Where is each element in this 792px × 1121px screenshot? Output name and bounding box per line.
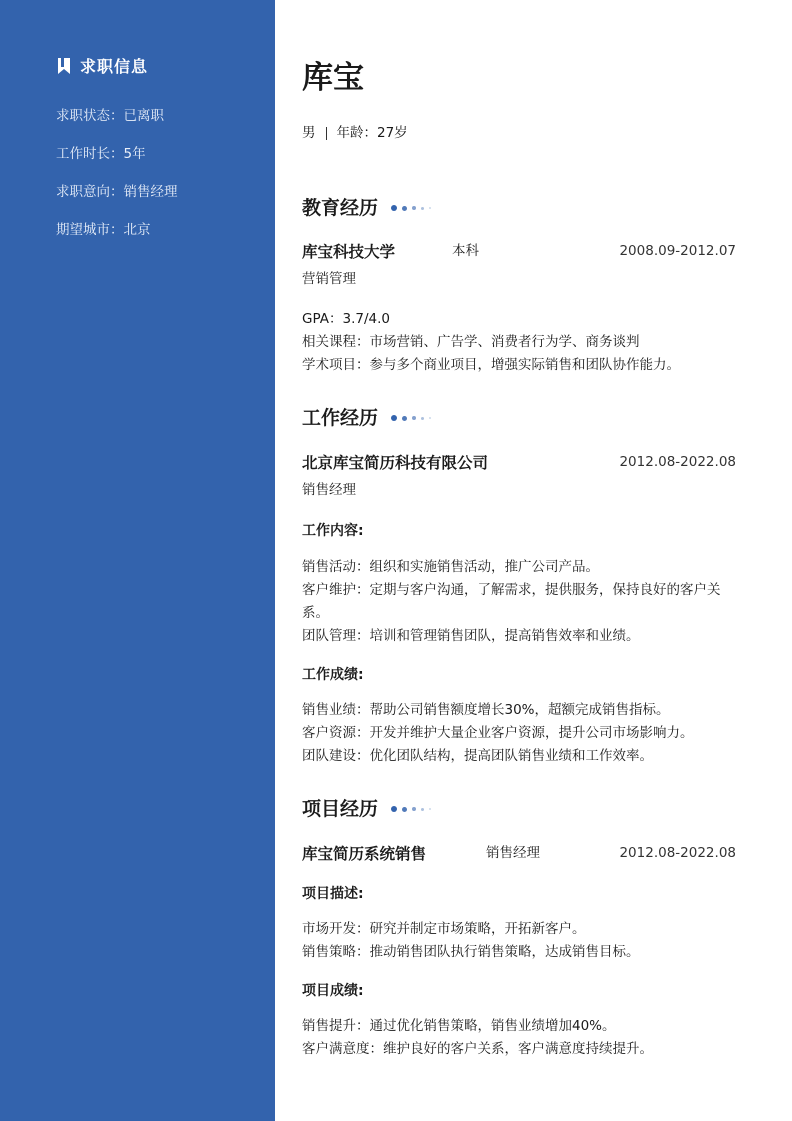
work-content-line: 系。 [302, 605, 329, 621]
section-title: 项目经历 [302, 798, 379, 820]
bookmark-icon [56, 57, 72, 75]
age: 年龄：27岁 [336, 125, 408, 141]
project-result-title: 项目成绩: [302, 983, 364, 999]
dots-decoration-icon [391, 205, 436, 211]
work-content-line: 团队管理：培训和管理销售团队，提高销售效率和业绩。 [302, 628, 640, 644]
sidebar-header [56, 54, 148, 77]
education-line: 学术项目：参与多个商业项目，增强实际销售和团队协作能力。 [302, 357, 680, 373]
work-header [302, 405, 436, 431]
work-role: 销售经理 [302, 482, 356, 498]
project-row [302, 842, 736, 866]
work-period: 2012.08-2022.08 [619, 454, 736, 470]
work-achievement-line: 销售业绩：帮助公司销售额度增长30%，超额完成销售指标。 [302, 702, 670, 718]
dots-decoration-icon [391, 806, 436, 812]
work-duration: 工作时长：5年 [56, 146, 146, 162]
sidebar [0, 0, 275, 1121]
project-header [302, 796, 436, 822]
dots-decoration-icon [391, 415, 436, 421]
job-intention: 求职意向：销售经理 [56, 184, 178, 200]
work-content-line: 客户维护：定期与客户沟通，了解需求，提供服务，保持良好的客户关 [302, 582, 721, 598]
project-result-line: 客户满意度：维护良好的客户关系，客户满意度持续提升。 [302, 1041, 653, 1057]
education-line: GPA：3.7/4.0 [302, 311, 390, 327]
section-title: 教育经历 [302, 197, 379, 219]
school-name: 库宝科技大学 [302, 243, 396, 261]
candidate-name: 库宝 [302, 60, 364, 96]
project-name: 库宝简历系统销售 [302, 845, 427, 863]
work-achievement-line: 客户资源：开发并维护大量企业客户资源，提升公司市场影响力。 [302, 725, 694, 741]
section-title: 工作经历 [302, 407, 379, 429]
project-desc-title: 项目描述: [302, 886, 364, 902]
work-row [302, 451, 736, 475]
job-info-list [56, 105, 178, 257]
education-header [302, 195, 436, 221]
work-achievement-line: 团队建设：优化团队结构，提高团队销售业绩和工作效率。 [302, 748, 653, 764]
education-row [302, 240, 736, 264]
work-content-title: 工作内容: [302, 523, 364, 539]
job-status: 求职状态：已离职 [56, 108, 164, 124]
work-content-line: 销售活动：组织和实施销售活动，推广公司产品。 [302, 559, 599, 575]
expected-city: 期望城市：北京 [56, 222, 151, 238]
sidebar-title: 求职信息 [80, 57, 149, 76]
education-line: 相关课程：市场营销、广告学、消费者行为学、商务谈判 [302, 334, 640, 350]
gender: 男 [302, 125, 316, 141]
project-result-line: 销售提升：通过优化销售策略，销售业绩增加40%。 [302, 1018, 616, 1034]
project-role: 销售经理 [486, 845, 540, 861]
work-achievement-title: 工作成绩: [302, 667, 364, 683]
major: 营销管理 [302, 271, 356, 287]
project-desc-line: 销售策略：推动销售团队执行销售策略，达成销售目标。 [302, 944, 640, 960]
basic-info [302, 122, 408, 144]
project-period: 2012.08-2022.08 [619, 845, 736, 861]
degree: 本科 [452, 243, 479, 259]
company-name: 北京库宝简历科技有限公司 [302, 454, 489, 472]
education-period: 2008.09-2012.07 [619, 243, 736, 259]
project-desc-line: 市场开发：研究并制定市场策略，开拓新客户。 [302, 921, 586, 937]
separator [326, 127, 327, 140]
